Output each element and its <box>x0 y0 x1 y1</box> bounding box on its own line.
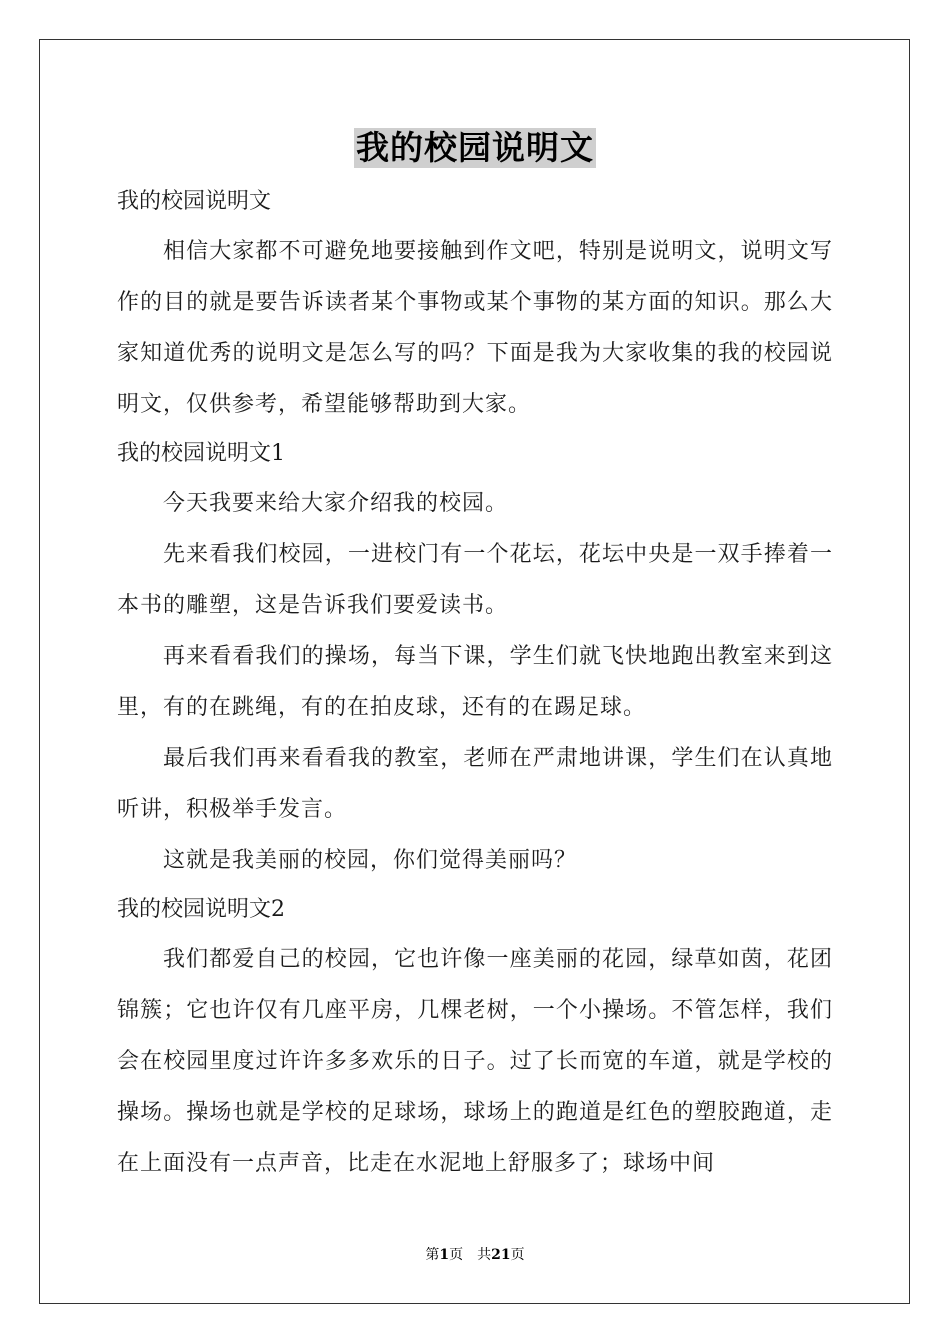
title-container <box>0 128 950 168</box>
body-paragraph: 我们都爱自己的校园，它也许像一座美丽的花园，绿草如茵，花团锦簇；它也许仅有几座平房，几棵老树，一个小操场。不管怎样，我们会在校园里度过许许多多欢乐的日子。过了长而宽的车道，就是学校的操场。操场也就是学校的足球场，球场上的跑道是红色的塑胶跑道，走在上面没有一点声音，比走在水泥地上舒服多了；球场中间 <box>117 947 833 1176</box>
section-heading: 我的校园说明文1 <box>117 441 285 466</box>
document-body <box>117 178 833 1189</box>
page-footer <box>0 1244 950 1264</box>
footer-page-number: 1 <box>439 1247 450 1263</box>
footer-page-mid: 页 共 <box>449 1247 492 1263</box>
footer-total-pages: 21 <box>491 1247 511 1263</box>
intro-paragraph: 相信大家都不可避免地要接触到作文吧，特别是说明文，说明文写作的目的就是要告诉读者某个事物或某个事物的某方面的知识。那么大家知道优秀的说明文是怎么写的吗？下面是我为大家收集的我的校园说明文，仅供参考，希望能够帮助到大家。 <box>117 239 833 417</box>
body-paragraph: 先来看我们校园，一进校门有一个花坛，花坛中央是一双手捧着一本书的雕塑，这是告诉我们要爱读书。 <box>117 542 833 618</box>
section-heading: 我的校园说明文2 <box>117 897 285 922</box>
body-paragraph: 再来看看我们的操场，每当下课，学生们就飞快地跑出教室来到这里，有的在跳绳，有的在拍皮球，还有的在踢足球。 <box>117 644 833 720</box>
body-paragraph: 这就是我美丽的校园，你们觉得美丽吗？ <box>163 848 578 873</box>
footer-page-prefix: 第 <box>425 1247 440 1263</box>
document-title: 我的校园说明文 <box>356 128 594 167</box>
document-subtitle: 我的校园说明文 <box>117 189 272 214</box>
body-paragraph: 今天我要来给大家介绍我的校园。 <box>163 491 509 516</box>
body-paragraph: 最后我们再来看看我的教室，老师在严肃地讲课，学生们在认真地听讲，积极举手发言。 <box>117 746 833 822</box>
footer-page-suffix: 页 <box>510 1247 525 1263</box>
